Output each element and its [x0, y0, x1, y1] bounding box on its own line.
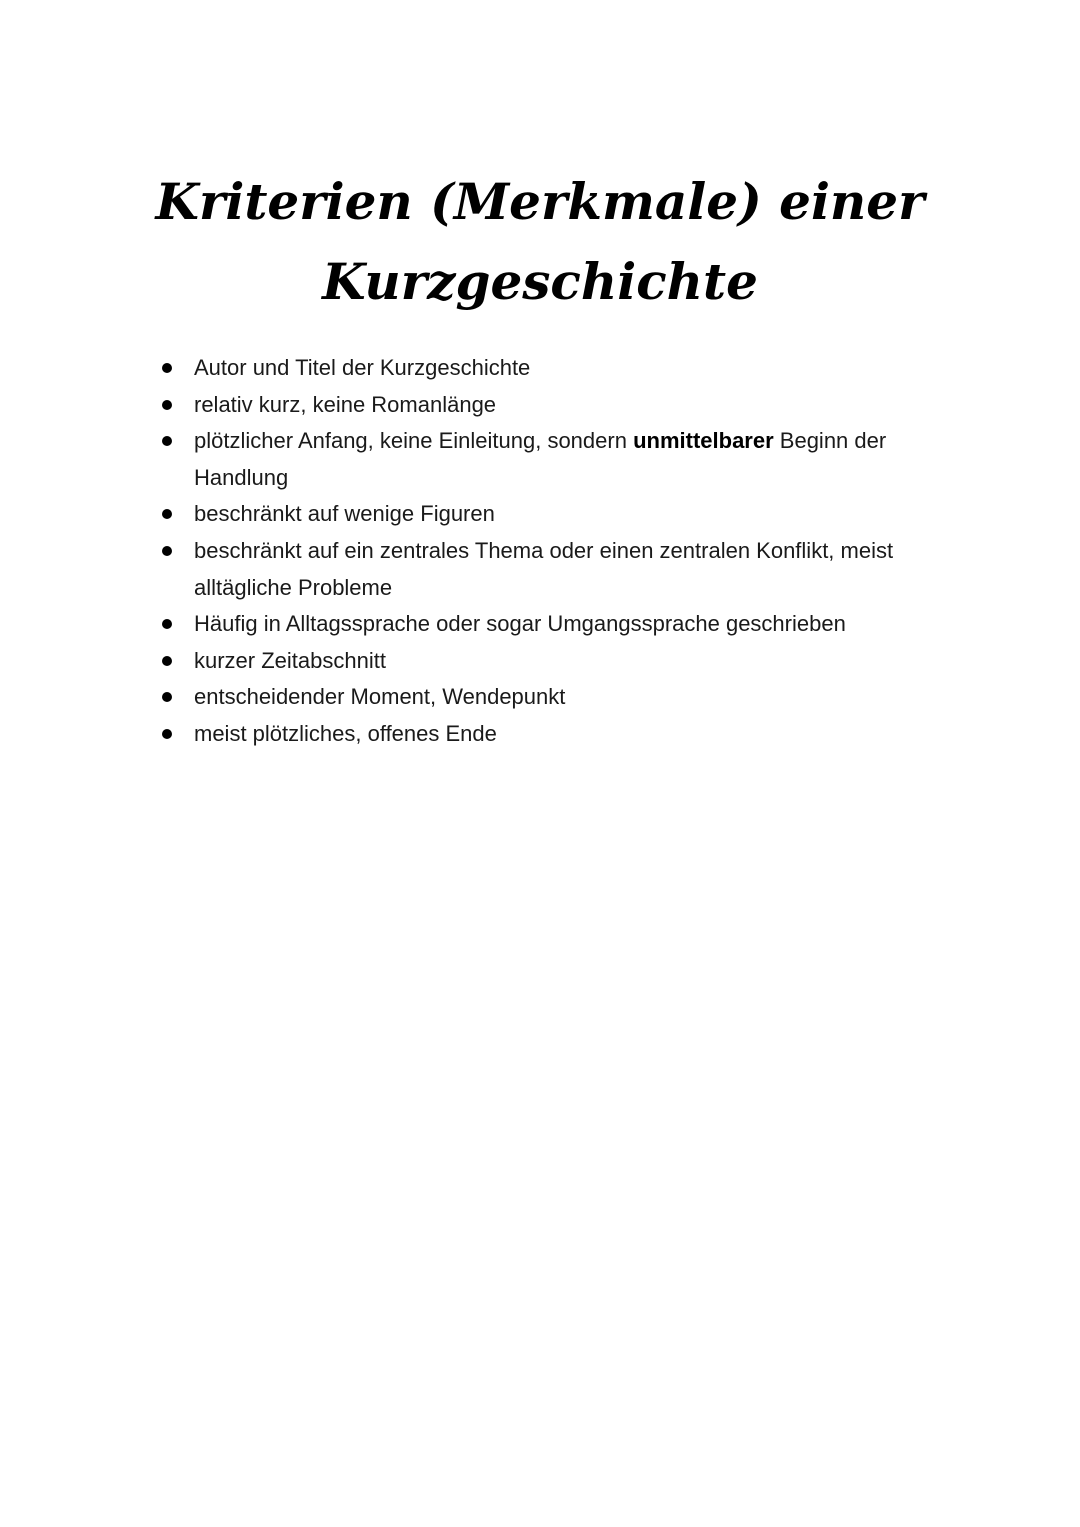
- list-item-emphasis: unmittelbarer: [633, 428, 774, 454]
- bullet-icon: [162, 656, 172, 666]
- bullet-icon: [162, 619, 172, 629]
- bullet-icon: [162, 729, 172, 739]
- list-item: [160, 423, 950, 496]
- list-item-text: relativ kurz, keine Romanlänge: [194, 391, 497, 417]
- list-item-text: Häufig in Alltagssprache oder sogar Umgangssprache geschrieben: [194, 611, 846, 637]
- list-item: [160, 350, 950, 387]
- page-title: [0, 162, 1080, 322]
- criteria-list: [160, 350, 950, 753]
- title-line-1: Kriterien (Merkmale) einer: [155, 171, 925, 231]
- list-item: [160, 716, 950, 753]
- bullet-icon: [162, 692, 172, 702]
- bullet-icon: [162, 509, 172, 519]
- list-item: [160, 643, 950, 680]
- list-item-text-before: plötzlicher Anfang, keine Einleitung, sondern: [194, 428, 634, 454]
- list-item-text: Autor und Titel der Kurzgeschichte: [194, 355, 531, 380]
- bullet-icon: [162, 436, 172, 446]
- list-item: [160, 679, 950, 716]
- list-item-text: meist plötzliches, offenes Ende: [194, 720, 497, 746]
- bullet-icon: [162, 400, 172, 410]
- list-item: [160, 606, 950, 643]
- list-item-text-after: Beginn der Handlung: [194, 428, 887, 490]
- list-item-text: entscheidender Moment, Wendepunkt: [194, 684, 566, 710]
- title-line-2: Kurzgeschichte: [322, 251, 758, 311]
- list-item-text: beschränkt auf ein zentrales Thema oder einen zentralen Konflikt, meist alltägliche Probleme: [194, 537, 894, 600]
- bullet-icon: [162, 363, 172, 373]
- list-item: [160, 496, 950, 533]
- bullet-icon: [162, 546, 172, 556]
- list-item-text: beschränkt auf wenige Figuren: [194, 501, 495, 527]
- list-item: [160, 387, 950, 424]
- list-item-text: kurzer Zeitabschnitt: [194, 647, 386, 673]
- list-item: [160, 533, 950, 606]
